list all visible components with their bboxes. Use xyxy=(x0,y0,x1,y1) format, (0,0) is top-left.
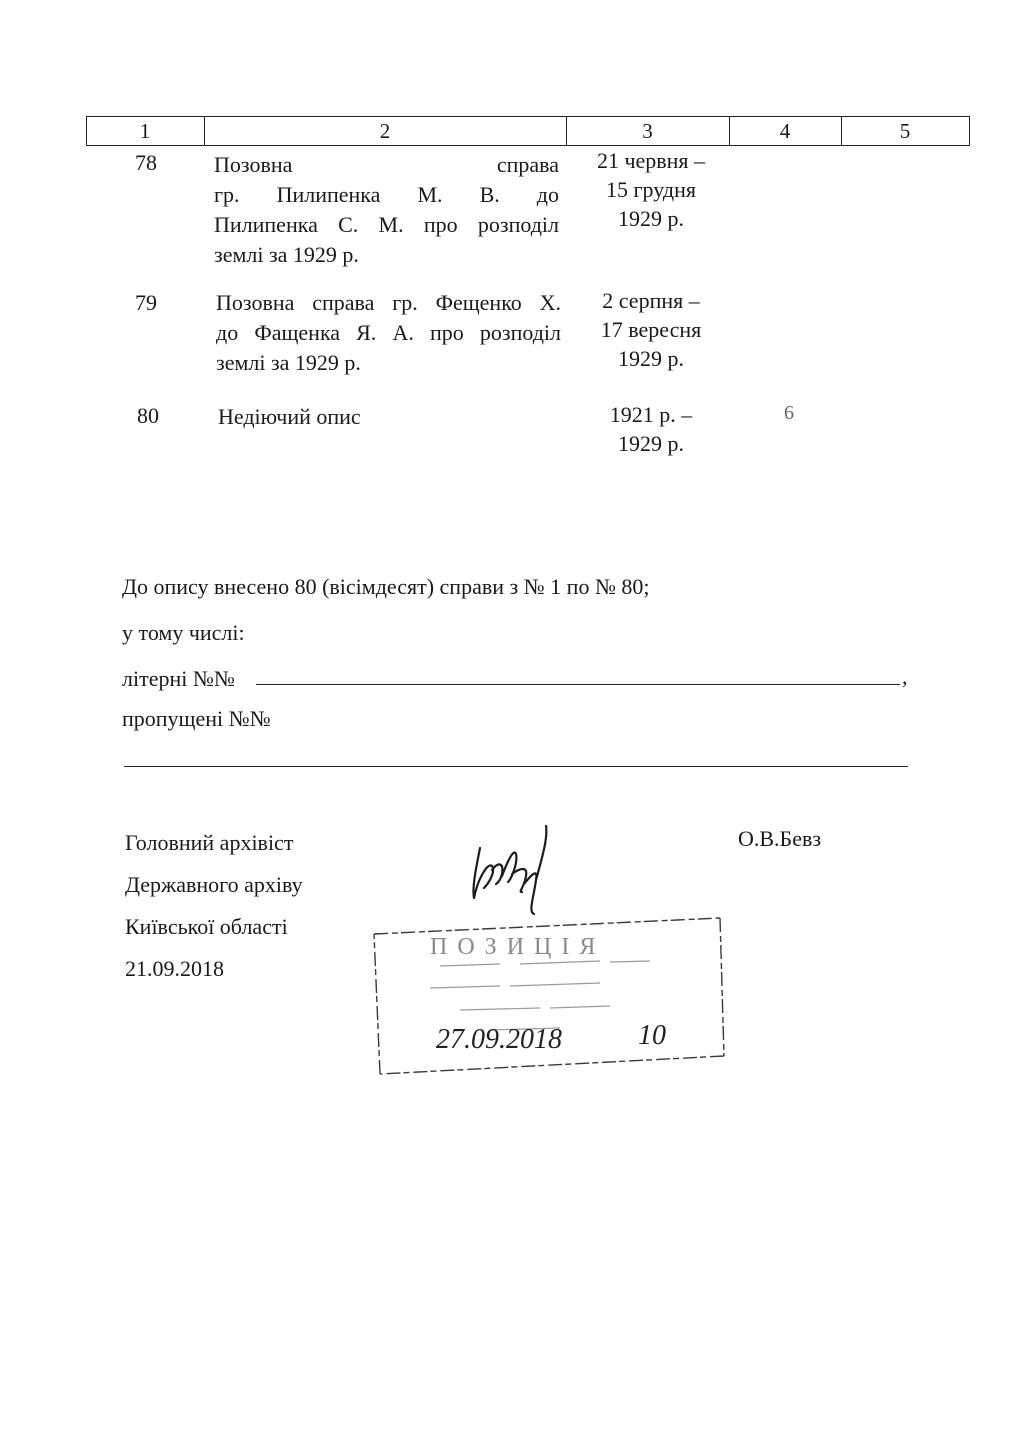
row-title-line: гр. Пилипенка М. В. до xyxy=(214,182,559,207)
archive-stamp xyxy=(370,906,730,1078)
row-title-word: справа xyxy=(496,152,559,177)
row-title xyxy=(218,402,563,432)
row-date-line: 21 червня – xyxy=(596,148,706,173)
signer-name: О.В.Бевз xyxy=(738,826,822,851)
header-col-5: 5 xyxy=(899,119,911,143)
stamp-handwritten-number: 10 xyxy=(638,1020,666,1051)
liter-label: літерні №№ xyxy=(122,666,235,691)
row-number: 79 xyxy=(135,290,157,315)
row-title-line: землі за 1929 р. xyxy=(216,350,361,375)
row-title-line: Пилипенка С. М. про розподіл xyxy=(214,212,559,237)
signature-block xyxy=(125,822,303,990)
summary-line: До опису внесено 80 (вісімдесят) справи з № 1 по № 80; xyxy=(122,574,650,599)
skipped-blank-line xyxy=(124,766,908,767)
row-title-line: землі за 1929 р. xyxy=(214,242,359,267)
header-col-4: 4 xyxy=(779,119,791,143)
row-dates xyxy=(576,146,726,233)
header-col-3: 3 xyxy=(642,119,653,143)
row-date-line: 1929 р. xyxy=(618,206,684,231)
row-title-line: Недіючий опис xyxy=(218,404,361,429)
row-title-line: до Фащенка Я. А. про розподіл xyxy=(216,320,561,345)
summary-line: у тому числі: xyxy=(122,620,245,645)
row-date-line: 1921 р. – xyxy=(609,402,693,427)
row-date-line: 1929 р. xyxy=(618,431,684,456)
header-col-2: 2 xyxy=(379,119,391,143)
row-dates xyxy=(576,400,726,458)
stamp-handwritten-date: 27.09.2018 xyxy=(436,1024,562,1055)
header-col-1: 1 xyxy=(139,119,151,143)
row-date-line: 17 вересня xyxy=(600,317,702,342)
signer-organization: Державного архіву xyxy=(125,872,303,897)
row-number: 78 xyxy=(135,150,157,175)
row-col4-value: 6 xyxy=(784,402,794,424)
row-date-line: 15 грудня xyxy=(606,177,696,202)
liter-blank-line xyxy=(256,684,900,685)
row-title-line: Позовна справа гр. Фещенко Х. xyxy=(216,290,561,315)
row-title-line xyxy=(214,150,559,180)
row-title xyxy=(216,288,561,378)
stamp-title: ПОЗИЦІЯ xyxy=(430,934,606,960)
signer-region: Київської області xyxy=(125,914,288,939)
row-dates xyxy=(576,286,726,373)
handwritten-signature xyxy=(462,818,562,916)
row-title xyxy=(214,150,559,270)
skipped-label: пропущені №№ xyxy=(122,706,271,731)
row-date-line: 1929 р. xyxy=(618,346,684,371)
liter-comma: , xyxy=(902,664,908,689)
row-title-word: Позовна xyxy=(214,152,293,177)
signer-position: Головний архівіст xyxy=(125,830,294,855)
row-number: 80 xyxy=(137,403,159,428)
signature-date: 21.09.2018 xyxy=(125,956,224,981)
table-header xyxy=(86,116,970,146)
row-date-line: 2 серпня – xyxy=(602,288,700,313)
